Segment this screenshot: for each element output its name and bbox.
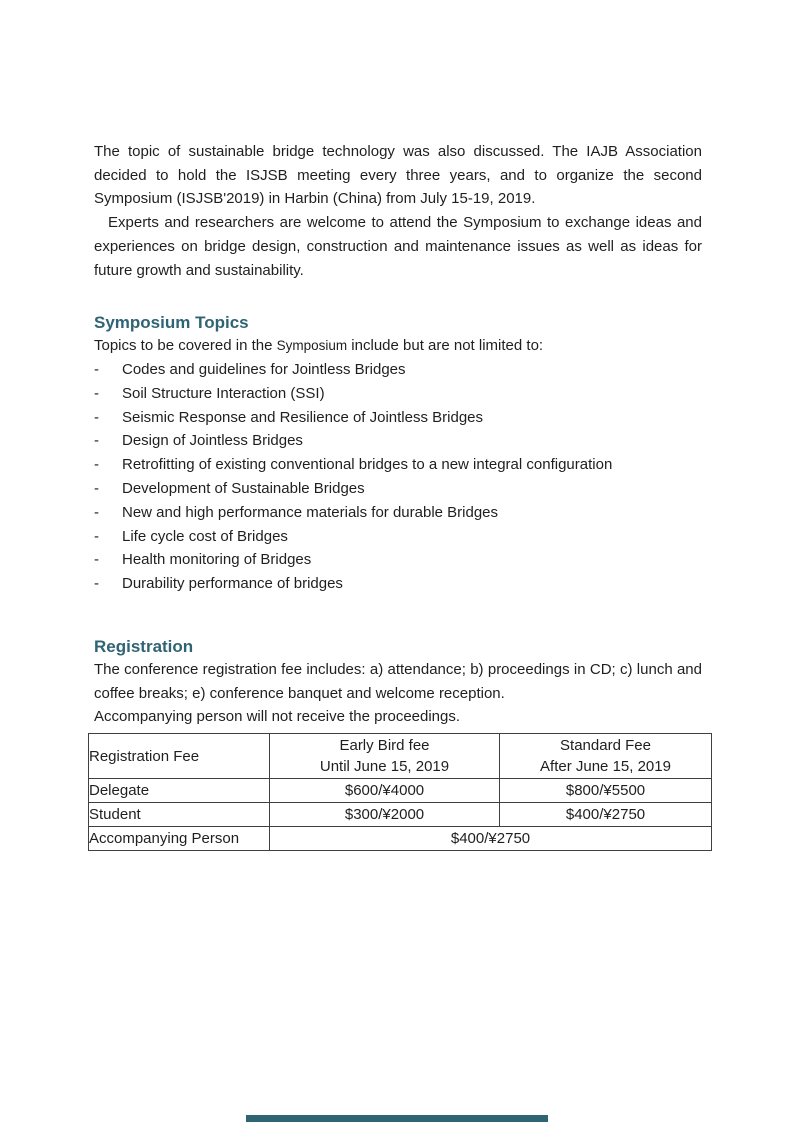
delegate-early-fee: $600/¥4000 [270, 779, 500, 803]
symposium-topics-heading: Symposium Topics [94, 313, 249, 333]
table-header-row [89, 734, 712, 779]
topic-item [94, 525, 702, 549]
dash-bullet: - [94, 384, 99, 402]
topic-item-label: Life cycle cost of Bridges [122, 527, 288, 545]
early-bird-title: Early Bird fee [339, 737, 430, 754]
dash-bullet: - [94, 551, 99, 569]
table-header-registration-fee: Registration Fee [89, 734, 270, 779]
registration-heading: Registration [94, 636, 194, 656]
topics-intro-line [94, 334, 702, 358]
dash-bullet: - [94, 527, 99, 545]
standard-fee-deadline: After June 15, 2019 [540, 758, 671, 775]
topics-intro-suffix: include but are not limited to: [347, 337, 544, 355]
topic-item-label: Retrofitting of existing conventional bridges to a new integral configuration [122, 456, 613, 474]
dash-bullet: - [94, 575, 99, 593]
accompanying-fee: $400/¥2750 [270, 827, 712, 851]
content-area [89, 140, 702, 851]
topic-item [94, 572, 702, 596]
topic-item [94, 501, 702, 525]
dash-bullet: - [94, 408, 99, 426]
topic-item-label: Durability performance of bridges [122, 575, 343, 593]
dash-bullet: - [94, 456, 99, 474]
topic-item-label: Seismic Response and Resilience of Jointless Bridges [122, 408, 484, 426]
topic-item [94, 382, 702, 406]
delegate-standard-fee: $800/¥5500 [500, 779, 712, 803]
registration-fee-table-wrap [88, 733, 702, 851]
topic-item-label: Codes and guidelines for Jointless Bridges [122, 360, 406, 378]
student-label: Student [89, 803, 270, 827]
footer-accent-bar [246, 1115, 548, 1122]
table-header-standard [500, 734, 712, 779]
intro-paragraph-2: Experts and researchers are welcome to attend the Symposium to exchange ideas and experiences on bridge design, construction and maintenance issues as well as ideas for future growth and sustainability. [94, 214, 702, 279]
topic-item-label: Soil Structure Interaction (SSI) [122, 384, 325, 402]
topics-intro-prefix: Topics to be covered in the [94, 337, 277, 355]
student-early-fee: $300/¥2000 [270, 803, 500, 827]
topic-item [94, 429, 702, 453]
topic-item-label: Development of Sustainable Bridges [122, 479, 365, 497]
topic-item-label: New and high performance materials for durable Bridges [122, 503, 499, 521]
dash-bullet: - [94, 503, 99, 521]
topic-item [94, 477, 702, 501]
topic-item-label: Design of Jointless Bridges [122, 432, 303, 450]
intro-paragraph-1: The topic of sustainable bridge technology was also discussed. The IAJB Association decided to hold the ISJSB meeting every three years, and to organize the second Symposium (ISJSB'2019) in Harbin (China) from July 15-19, 2019. [94, 143, 702, 208]
dash-bullet: - [94, 479, 99, 497]
standard-fee-title: Standard Fee [560, 737, 651, 754]
table-header-early-bird [270, 734, 500, 779]
topic-item [94, 358, 702, 382]
table-row-accompanying [89, 827, 712, 851]
registration-paragraphs [94, 658, 702, 729]
registration-paragraph-2: Accompanying person will not receive the proceedings. [94, 708, 461, 726]
registration-fee-table [88, 733, 712, 851]
table-row-student [89, 803, 712, 827]
student-standard-fee: $400/¥2750 [500, 803, 712, 827]
early-bird-deadline: Until June 15, 2019 [319, 758, 450, 775]
topics-list [94, 358, 702, 596]
topic-item-label: Health monitoring of Bridges [122, 551, 312, 569]
dash-bullet: - [94, 432, 99, 450]
topic-item [94, 406, 702, 430]
topic-item [94, 548, 702, 572]
topics-intro-word: Symposium [276, 338, 348, 354]
topic-item [94, 453, 702, 477]
registration-paragraph-1: The conference registration fee includes: a) attendance; b) proceedings in CD; c) lunch and coffee breaks; e) conference banquet and welcome reception. [94, 660, 702, 702]
dash-bullet: - [94, 360, 99, 378]
delegate-label: Delegate [89, 779, 270, 803]
table-row-delegate [89, 779, 712, 803]
accompanying-label: Accompanying Person [89, 827, 270, 851]
